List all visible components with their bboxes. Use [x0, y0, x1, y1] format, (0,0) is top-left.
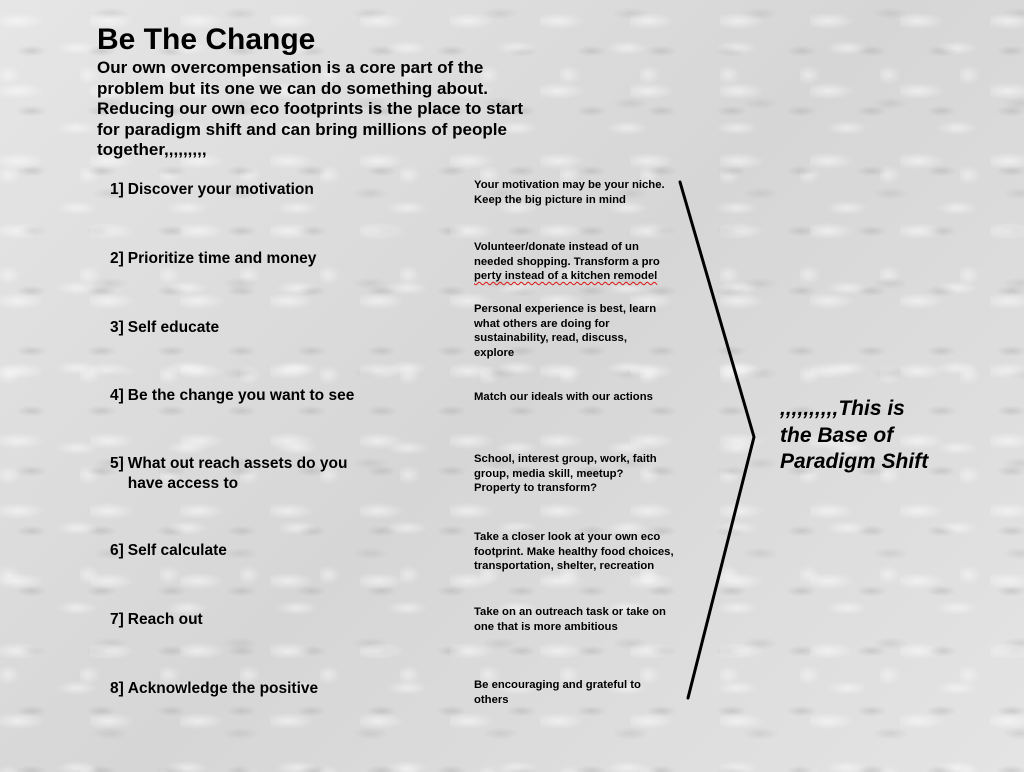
- note-line: transportation, shelter, recreation: [474, 560, 655, 572]
- step-number: 4]: [110, 387, 124, 404]
- note-line: Take a closer look at your own eco: [474, 531, 661, 543]
- step-label: Prioritize time and money: [127, 250, 317, 267]
- note-line: needed shopping. Transform a pro: [474, 255, 660, 268]
- note-line: School, interest group, work, faith: [474, 453, 657, 465]
- note-line: Your motivation may be your niche.: [474, 179, 665, 191]
- note-line: Match our ideals with our actions: [474, 391, 653, 403]
- bracket-line: [680, 182, 754, 698]
- step-number: 8]: [110, 680, 124, 697]
- step-number: 2]: [110, 250, 124, 267]
- note-line: Take on an outreach task or take on: [474, 606, 666, 618]
- conclusion-line: Paradigm Shift: [780, 450, 929, 473]
- step-label: Be the change you want to see: [127, 387, 355, 404]
- note-line: one that is more ambitious: [474, 620, 618, 633]
- step-number: 3]: [110, 319, 124, 336]
- note-line: footprint. Make healthy food choices,: [474, 545, 674, 558]
- step-number: 6]: [110, 542, 124, 559]
- step-number: 7]: [110, 611, 124, 628]
- note-line: group, media skill, meetup?: [474, 467, 624, 480]
- note-line: Keep the big picture in mind: [474, 193, 626, 206]
- step-number: 5]: [110, 455, 124, 472]
- step-number: 1]: [110, 181, 124, 198]
- conclusion-line: ,,,,,,,,,,This is: [780, 397, 905, 420]
- note-line: Property to transform?: [474, 482, 598, 494]
- conclusion-text: [780, 396, 1000, 476]
- step-label: Acknowledge the positive: [127, 680, 319, 697]
- step-label: What out reach assets do you have access to: [127, 455, 348, 492]
- step-label: Reach out: [127, 611, 203, 628]
- note-line: perty instead of a kitchen remodel: [474, 270, 658, 282]
- note-line: Volunteer/donate instead of un: [474, 241, 639, 253]
- note-line: sustainability, read, discuss,: [474, 332, 627, 344]
- step-label: Discover your motivation: [127, 181, 314, 198]
- intro-paragraph: Our own overcompensation is a core part of the problem but its one we can do something about. Reducing our own eco footprints is the place to start for paradigm shift and can bring millions of people together,,,,,,,,,: [97, 58, 523, 159]
- conclusion-line: the Base of: [780, 423, 894, 447]
- note-line: explore: [474, 346, 515, 359]
- step-label: Self calculate: [127, 542, 227, 559]
- note-line: what others are doing for: [474, 317, 610, 330]
- step-label: Self educate: [127, 319, 220, 336]
- note-line: Personal experience is best, learn: [474, 303, 657, 315]
- note-line: others: [474, 693, 509, 706]
- note-line: Be encouraging and grateful to: [474, 679, 641, 691]
- page-title: Be The Change: [97, 23, 316, 56]
